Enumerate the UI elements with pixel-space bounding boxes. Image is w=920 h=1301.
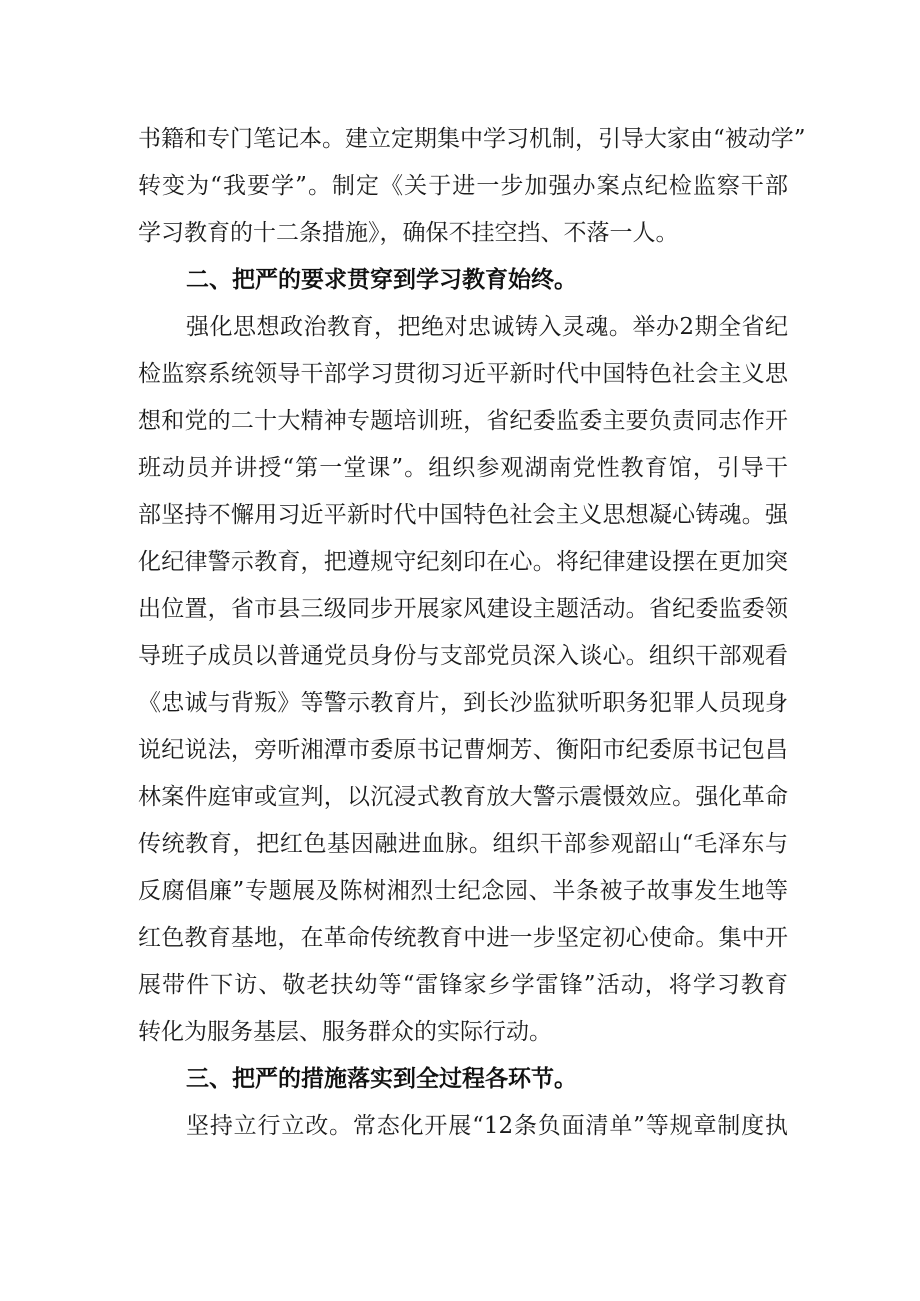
text-line: 转化为服务基层、服务群众的实际行动。: [138, 1019, 552, 1045]
text-line: 《忠诚与背叛》等警示教育片，到长沙监狱听职务犯罪人员现身: [138, 690, 788, 716]
text-line: 坚持立行立改。常态化开展“12条负面清单”等规章制度执: [186, 1113, 788, 1139]
text-line: 展带件下访、敬老扶幼等“雷锋家乡学雷锋”活动，将学习教育: [138, 972, 788, 998]
text-line: 部坚持不懈用习近平新时代中国特色社会主义思想凝心铸魂。强: [138, 502, 788, 528]
section-heading-3: 三、把严的措施落实到全过程各环节。: [186, 1066, 577, 1092]
text-line: 林案件庭审或宣判，以沉浸式教育放大警示震慑效应。强化革命: [138, 784, 788, 810]
text-line: 化纪律警示教育，把遵规守纪刻印在心。将纪律建设摆在更加突: [138, 549, 788, 575]
text-line: 想和党的二十大精神专题培训班，省纪委监委主要负责同志作开: [138, 408, 788, 434]
text-line: 书籍和专门笔记本。建立定期集中学习机制，引导大家由“被动学”: [138, 126, 806, 152]
text-line: 反腐倡廉”专题展及陈树湘烈士纪念园、半条被子故事发生地等: [138, 878, 788, 904]
text-line: 导班子成员以普通党员身份与支部党员深入谈心。组织干部观看: [138, 643, 788, 669]
text-line: 检监察系统领导干部学习贯彻习近平新时代中国特色社会主义思: [138, 361, 788, 387]
text-line: 班动员并讲授“第一堂课”。组织参观湖南党性教育馆，引导干: [138, 455, 788, 481]
text-line: 传统教育，把红色基因融进血脉。组织干部参观韶山“毛泽东与: [138, 831, 788, 857]
section-heading-2: 二、把严的要求贯穿到学习教育始终。: [186, 267, 577, 293]
text-line: 出位置，省市县三级同步开展家风建设主题活动。省纪委监委领: [138, 596, 788, 622]
text-line: 说纪说法，旁听湘潭市委原书记曹炯芳、衡阳市纪委原书记包昌: [138, 737, 788, 763]
text-line: 红色教育基地，在革命传统教育中进一步坚定初心使命。集中开: [138, 925, 788, 951]
text-line: 强化思想政治教育，把绝对忠诚铸入灵魂。举办2期全省纪: [186, 314, 788, 340]
text-line: 转变为“我要学”。制定《关于进一步加强办案点纪检监察干部: [138, 173, 788, 199]
text-line: 学习教育的十二条措施》，确保不挂空挡、不落一人。: [138, 220, 679, 246]
